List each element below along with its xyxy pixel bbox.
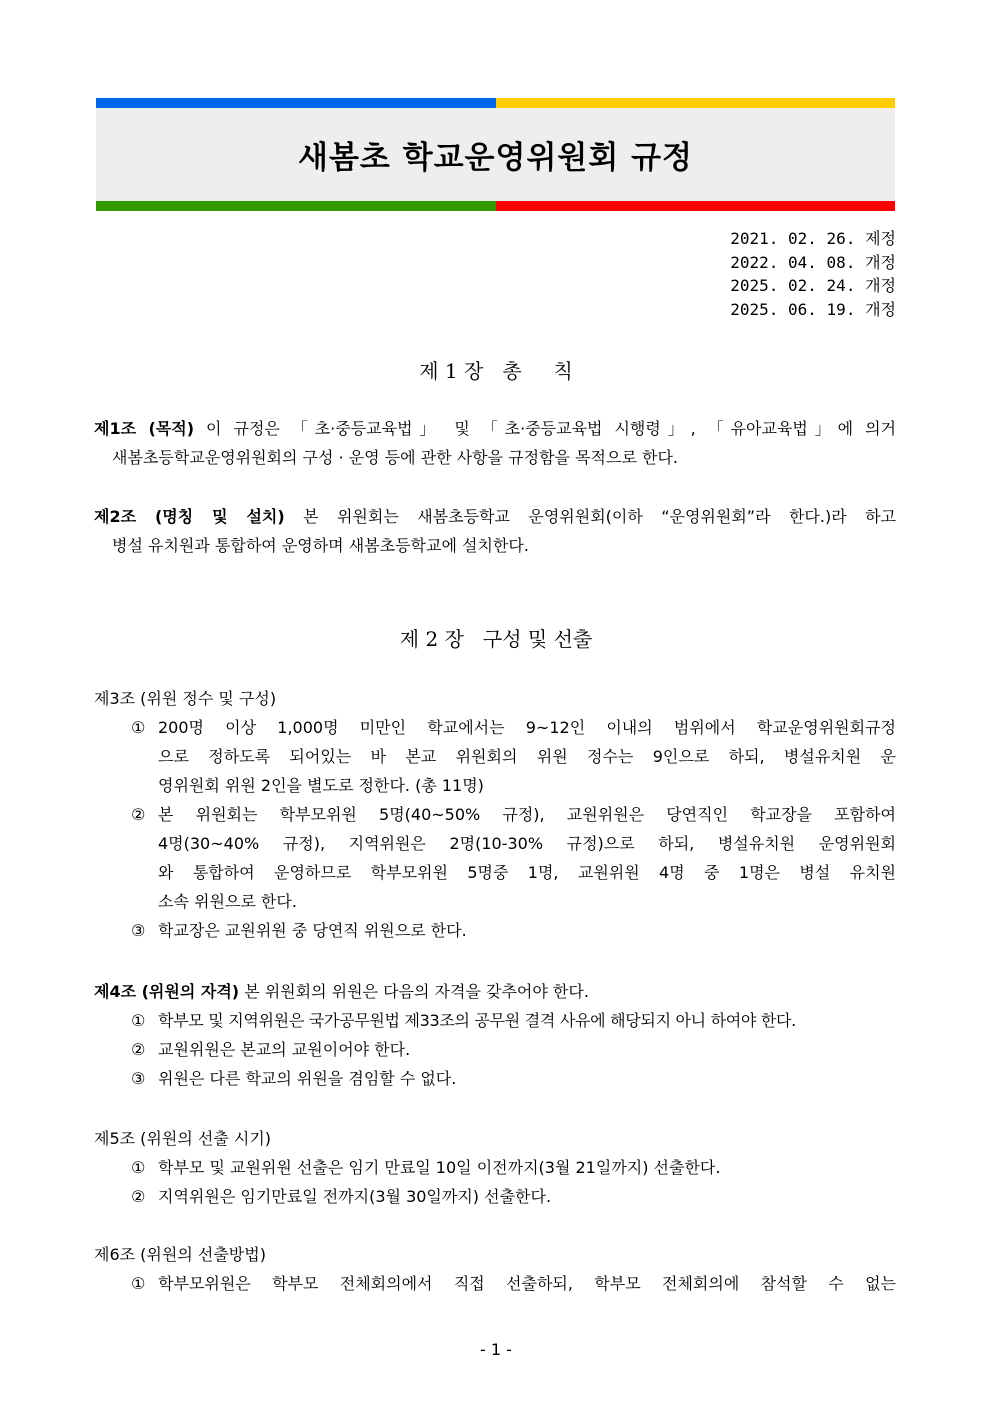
item-number: ②	[131, 805, 146, 824]
article-2	[94, 502, 896, 560]
article-1	[94, 414, 896, 472]
item-number: ①	[131, 1274, 146, 1293]
revision-entry: 2025. 06. 19. 개정	[730, 299, 896, 319]
revision-entry: 2021. 02. 26. 제정	[730, 229, 896, 248]
list-item	[94, 1064, 896, 1093]
item-text: 학부모위원은 학부모 전체회의에서 직접 선출하되, 학부모 전체회의에 참석할 수 없는	[158, 1274, 896, 1293]
item-text: 200명 이상 1,000명 미만인 학교에서는 9~12인 이내의 범위에서 학교운영위원회규정	[158, 718, 896, 737]
revision-entry: 2022. 04. 08. 개정	[730, 252, 896, 272]
article-text: 본 위원회의 위원은 다음의 자격을 갖추어야 한다.	[244, 982, 589, 1001]
item-text: 학부모 및 지역위원은 국가공무원법 제33조의 공무원 결격 사유에 해당되지 아니 하여야 한다.	[158, 1011, 796, 1030]
article-heading: 제3조 (위원 정수 및 구성)	[94, 689, 277, 708]
page-number: - 1 -	[480, 1340, 512, 1359]
item-text: 교원위원은 본교의 교원이어야 한다.	[158, 1040, 411, 1059]
article-text: 병설 유치원과 통합하여 운영하며 새봄초등학교에 설치한다.	[112, 536, 529, 555]
item-number: ③	[131, 1069, 146, 1088]
list-item	[94, 916, 896, 945]
item-number: ①	[131, 1158, 146, 1177]
chapter-heading: 제 1 장 총 칙	[419, 359, 573, 383]
article-text: 새봄초등학교운영위원회의 구성 · 운영 등에 관한 사항을 규정함을 목적으로 한다.	[112, 448, 678, 467]
banner-body	[96, 108, 895, 201]
item-text: 본 위원회는 학부모위원 5명(40~50% 규정), 교원위원은 당연직인 학교장을 포함하여	[158, 805, 896, 824]
article-heading: 제6조 (위원의 선출방법)	[94, 1245, 266, 1264]
item-text: 와 통합하여 운영하므로 학부모위원 5명중 1명, 교원위원 4명 중 1명은 병설 유치원	[158, 863, 896, 882]
article-5	[94, 1124, 896, 1211]
article-text: 이 규정은 「초·중등교육법」 및 「초·중등교육법 시행령」, 「유아교육법」에 의거	[206, 419, 896, 438]
item-text: 학부모 및 교원위원 선출은 임기 만료일 10일 이전까지(3월 21일까지) 선출한다.	[158, 1158, 721, 1177]
article-text: 본 위원회는 새봄초등학교 운영위원회(이하 “운영위원회”라 한다.)라 하고	[303, 507, 896, 526]
document-title: 새봄초 학교운영위원회 규정	[298, 140, 693, 176]
title-banner	[96, 98, 895, 211]
chapter-heading: 제 2 장 구성 및 선출	[399, 627, 593, 651]
item-number: ③	[131, 921, 146, 940]
item-number: ①	[131, 718, 146, 737]
article-heading: 제2조 (명칭 및 설치)	[94, 507, 285, 526]
article-4	[94, 977, 896, 1093]
article-heading: 제1조 (목적)	[94, 419, 195, 438]
item-text: 지역위원은 임기만료일 전까지(3월 30일까지) 선출한다.	[158, 1187, 552, 1206]
list-item	[94, 713, 896, 800]
list-item	[94, 1006, 896, 1035]
article-heading: 제5조 (위원의 선출 시기)	[94, 1129, 272, 1148]
item-number: ②	[131, 1187, 146, 1206]
banner-bar-yellow	[496, 98, 895, 108]
item-text: 소속 위원으로 한다.	[158, 892, 297, 911]
item-text: 4명(30~40% 규정), 지역위원은 2명(10-30% 규정)으로 하되, 병설유치원 운영위원회	[158, 834, 896, 853]
list-item	[94, 800, 896, 916]
article-6	[94, 1240, 896, 1298]
banner-bar-red	[496, 201, 895, 211]
list-item	[94, 1035, 896, 1064]
item-text: 영위원회 위원 2인을 별도로 정한다. (총 11명)	[158, 776, 484, 795]
revision-entry: 2025. 02. 24. 개정	[730, 276, 896, 295]
banner-bar-blue	[96, 98, 496, 108]
list-item	[94, 1269, 896, 1298]
banner-bar-green	[96, 201, 496, 211]
revision-history	[730, 227, 896, 321]
item-text: 학교장은 교원위원 중 당연직 위원으로 한다.	[158, 921, 467, 940]
item-text: 위원은 다른 학교의 위원을 겸임할 수 없다.	[158, 1069, 457, 1088]
list-item	[94, 1182, 896, 1211]
article-heading: 제4조 (위원의 자격)	[94, 982, 240, 1001]
item-number: ②	[131, 1040, 146, 1059]
item-number: ①	[131, 1011, 146, 1030]
list-item	[94, 1153, 896, 1182]
article-3	[94, 684, 896, 945]
item-text: 으로 정하도록 되어있는 바 본교 위원회의 위원 정수는 9인으로 하되, 병설유치원 운	[158, 747, 896, 766]
